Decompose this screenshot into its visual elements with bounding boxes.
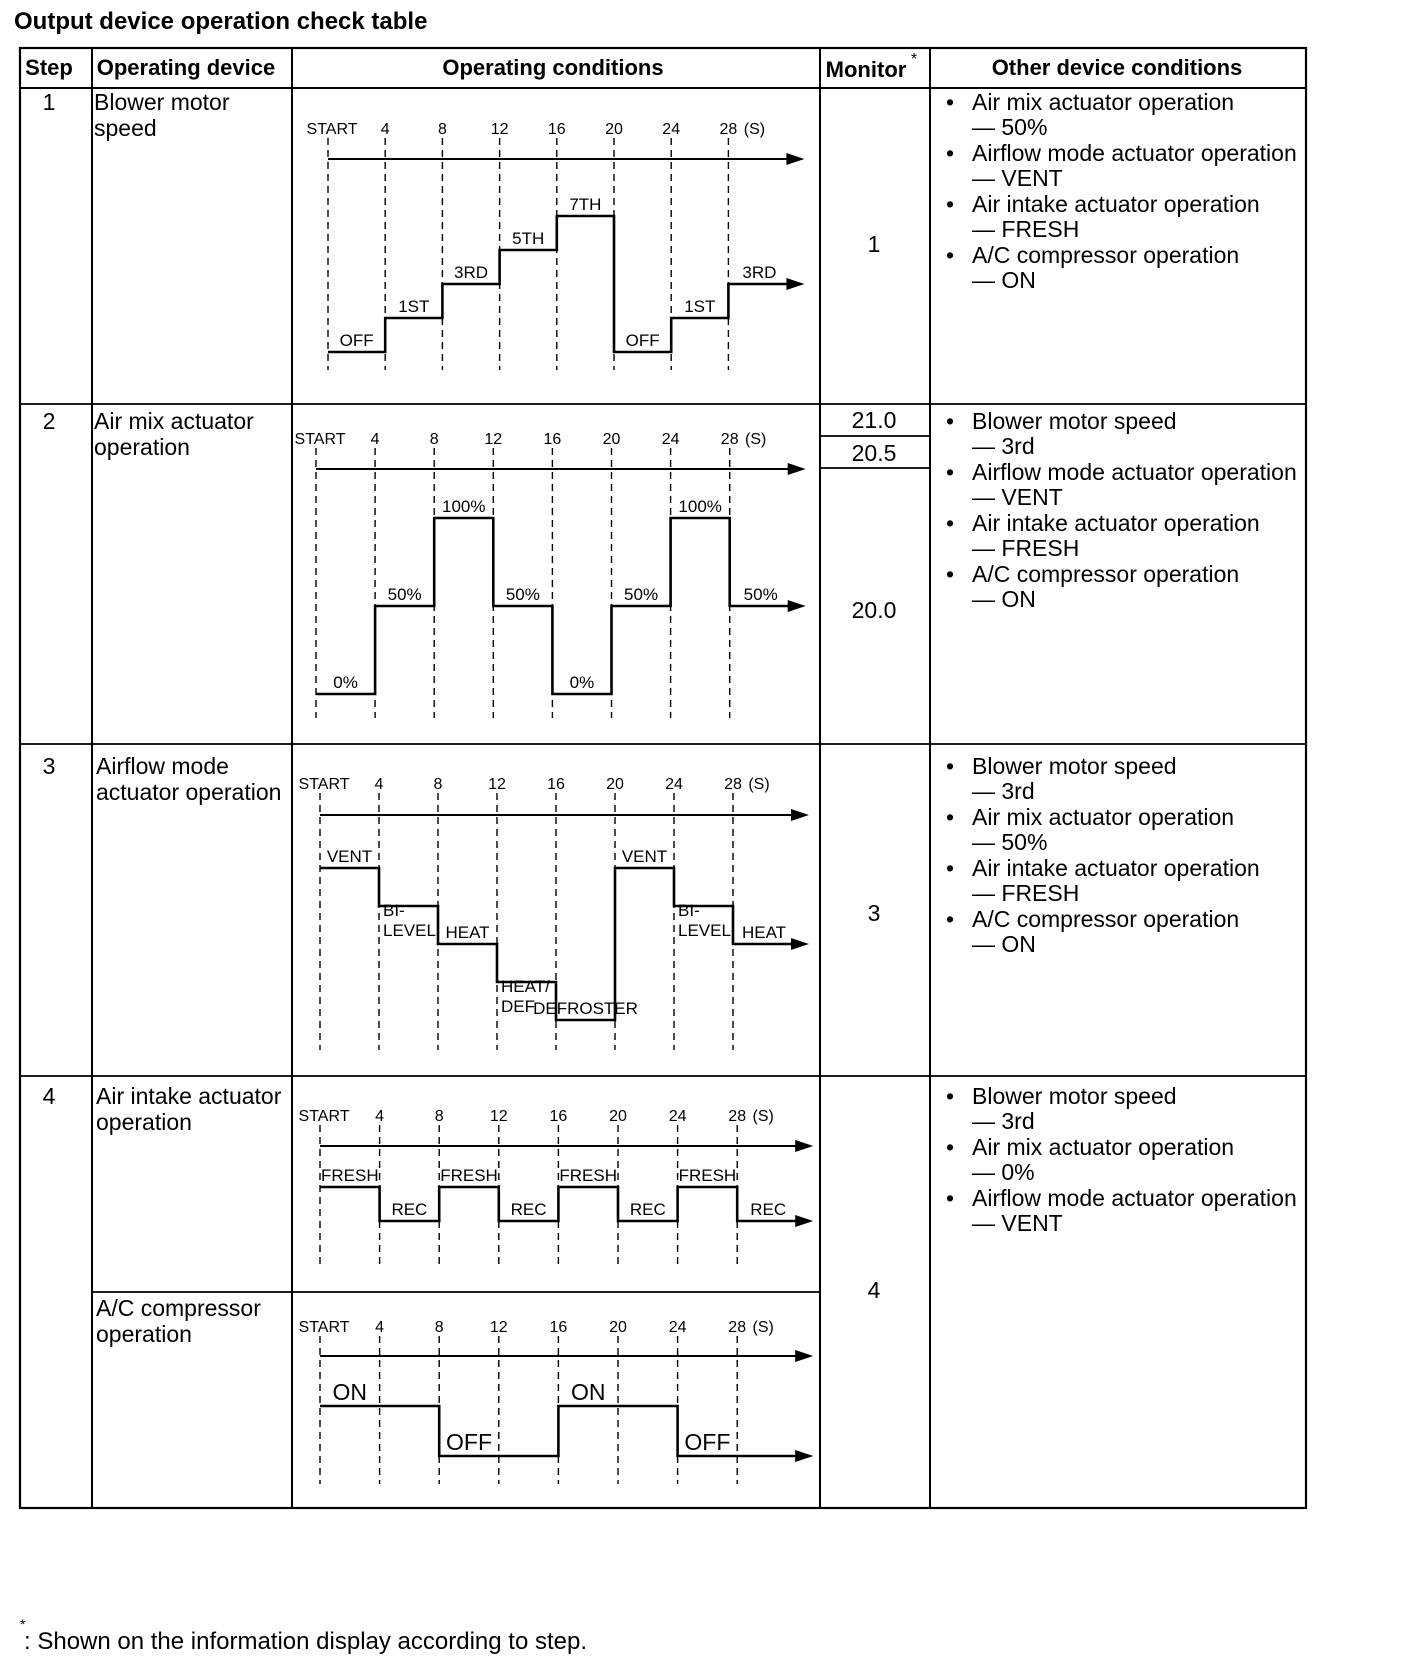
condition-value: — 50% (972, 829, 1048, 855)
waveform-level-label: 100% (678, 497, 722, 516)
condition-name: Air mix actuator operation (972, 89, 1235, 115)
condition-value: — 0% (972, 1159, 1035, 1185)
axis-tick-label: 12 (489, 1319, 508, 1336)
axis-tick-label: 8 (429, 431, 439, 448)
waveform-level-label: DEF (501, 997, 535, 1016)
waveform-level-label: 1ST (684, 297, 716, 316)
waveform-level-label: 1ST (398, 297, 430, 316)
header-monitor-mark: * (910, 51, 918, 68)
axis-tick-label: 24 (668, 1108, 687, 1125)
condition-value: — 50% (972, 114, 1048, 140)
condition-name: Air intake actuator operation (972, 191, 1260, 217)
monitor-value: 1 (867, 231, 881, 257)
axis-tick-label: 16 (549, 1319, 568, 1336)
condition-value: — 3rd (972, 1108, 1035, 1134)
waveform-level-label: 50% (387, 585, 422, 604)
waveform-level-label: FRESH (320, 1166, 379, 1185)
axis-unit-label: (S) (752, 1108, 774, 1125)
axis-tick-label: 24 (668, 1319, 687, 1336)
operating-device-label: operation (96, 1321, 192, 1347)
axis-unit-label: (S) (748, 776, 770, 793)
row-5-chart (299, 1319, 814, 1484)
operating-device-label: operation (94, 434, 190, 460)
axis-start-label: START (294, 431, 346, 448)
waveform-line (320, 868, 795, 1020)
step-number: 4 (42, 1083, 56, 1109)
waveform-level-label: HEAT (445, 923, 490, 942)
axis-unit-label: (S) (743, 121, 766, 138)
step-number: 3 (42, 753, 56, 779)
monitor-value: 4 (867, 1277, 881, 1303)
waveform-line (316, 518, 792, 694)
waveform-level-label: LEVEL (383, 921, 436, 940)
waveform-level-label: REC (510, 1200, 547, 1219)
page-title: Output device operation check table (14, 8, 428, 35)
axis-tick-label: 8 (434, 1319, 444, 1336)
axis-tick-label: 20 (609, 1319, 627, 1336)
condition-value: — ON (972, 586, 1036, 612)
operating-device-label: speed (94, 115, 157, 141)
axis-tick-label: 8 (433, 776, 443, 793)
condition-name: Air mix actuator operation (972, 804, 1235, 830)
waveform-level-label: LEVEL (678, 921, 731, 940)
condition-name: Air mix actuator operation (972, 1134, 1235, 1160)
condition-bullet: • (946, 906, 955, 932)
condition-value: — FRESH (972, 880, 1080, 906)
axis-tick-label: 24 (661, 431, 680, 448)
axis-tick-label: 28 (719, 121, 738, 138)
condition-name: Airflow mode actuator operation (972, 1185, 1297, 1211)
condition-name: Blower motor speed (972, 408, 1177, 434)
axis-tick-label: 28 (724, 776, 742, 793)
waveform-level-label: 50% (743, 585, 778, 604)
time-axis-arrowhead (795, 1140, 813, 1152)
waveform-level-label: FRESH (678, 1166, 737, 1185)
axis-start-label: START (298, 1319, 350, 1336)
operating-device-label: A/C compressor (96, 1295, 261, 1321)
waveform-level-label: 0% (569, 673, 595, 692)
axis-tick-label: 24 (665, 776, 683, 793)
waveform-arrowhead (786, 278, 804, 290)
condition-bullet: • (946, 510, 955, 536)
axis-tick-label: 4 (375, 1319, 385, 1336)
condition-bullet: • (946, 459, 955, 485)
monitor-value: 21.0 (851, 407, 897, 433)
condition-value: — VENT (972, 484, 1063, 510)
axis-tick-label: 20 (605, 121, 623, 138)
condition-name: Blower motor speed (972, 753, 1177, 779)
waveform-level-label: 50% (505, 585, 540, 604)
waveform-level-label: BI- (383, 901, 405, 920)
waveform-level-label: OFF (684, 1429, 731, 1455)
waveform-level-label: ON (332, 1379, 368, 1405)
waveform-level-label: 100% (442, 497, 486, 516)
waveform-arrowhead (795, 1450, 813, 1462)
axis-tick-label: 4 (380, 121, 390, 138)
monitor-value: 3 (867, 900, 881, 926)
axis-tick-label: 8 (437, 121, 447, 138)
operating-device-label: Blower motor (94, 89, 230, 115)
condition-value: — FRESH (972, 535, 1080, 561)
row-3-chart (299, 776, 809, 1050)
footnote-text: : Shown on the information display according to step. (24, 1628, 587, 1655)
axis-tick-label: 20 (609, 1108, 627, 1125)
condition-bullet: • (946, 804, 955, 830)
axis-tick-label: 12 (489, 1108, 508, 1125)
condition-bullet: • (946, 561, 955, 587)
waveform-level-label: 3RD (742, 263, 777, 282)
condition-name: Airflow mode actuator operation (972, 140, 1297, 166)
waveform-level-label: VENT (621, 847, 668, 866)
waveform-level-label: ON (570, 1379, 606, 1405)
condition-bullet: • (946, 140, 955, 166)
waveform-level-label: OFF (446, 1429, 492, 1455)
condition-name: Air intake actuator operation (972, 855, 1260, 881)
operating-device-label: operation (96, 1109, 192, 1135)
header-step: Step (25, 55, 73, 80)
condition-bullet: • (946, 1185, 955, 1211)
condition-bullet: • (946, 242, 955, 268)
condition-bullet: • (946, 855, 955, 881)
condition-name: Air intake actuator operation (972, 510, 1260, 536)
waveform-level-label: 50% (624, 585, 659, 604)
waveform-arrowhead (788, 600, 806, 612)
condition-name: Blower motor speed (972, 1083, 1177, 1109)
condition-bullet: • (946, 1134, 955, 1160)
axis-tick-label: 24 (662, 121, 681, 138)
condition-value: — FRESH (972, 216, 1080, 242)
condition-bullet: • (946, 753, 955, 779)
condition-bullet: • (946, 1083, 955, 1109)
condition-name: A/C compressor operation (972, 242, 1240, 268)
time-axis-arrowhead (786, 153, 804, 165)
row-1-chart (307, 121, 805, 370)
condition-value: — ON (972, 931, 1036, 957)
step-number: 2 (42, 408, 56, 434)
operating-device-label: actuator operation (96, 779, 282, 805)
waveform-level-label: REC (629, 1200, 666, 1219)
condition-name: A/C compressor operation (972, 561, 1240, 587)
header-other-device-conditions: Other device conditions (991, 55, 1243, 80)
condition-bullet: • (946, 89, 955, 115)
time-axis-arrowhead (791, 809, 809, 821)
waveform-arrowhead (795, 1215, 813, 1227)
axis-tick-label: 28 (720, 431, 739, 448)
axis-tick-label: 16 (547, 776, 565, 793)
waveform-level-label: FRESH (440, 1166, 498, 1185)
waveform-level-label: REC (391, 1200, 428, 1219)
axis-tick-label: 12 (490, 121, 509, 138)
footnote (20, 1616, 587, 1656)
condition-name: A/C compressor operation (972, 906, 1240, 932)
condition-value: — VENT (972, 165, 1063, 191)
waveform-level-label: VENT (326, 847, 373, 866)
waveform-level-label: DEFROSTER (533, 999, 638, 1018)
waveform-level-label: OFF (625, 331, 660, 350)
header-operating-device: Operating device (96, 55, 276, 80)
axis-tick-label: 16 (547, 121, 566, 138)
waveform-level-label: HEAT/ (501, 977, 550, 996)
axis-tick-label: 8 (434, 1108, 444, 1125)
waveform-line (328, 216, 790, 352)
operating-device-label: Air mix actuator (94, 408, 254, 434)
axis-tick-label: 16 (549, 1108, 568, 1125)
condition-value: — 3rd (972, 433, 1035, 459)
axis-tick-label: 20 (606, 776, 624, 793)
step-number: 1 (42, 89, 56, 115)
operating-device-label: Airflow mode (96, 753, 229, 779)
axis-start-label: START (298, 776, 350, 793)
waveform-level-label: 7TH (569, 195, 602, 214)
condition-value: — 3rd (972, 778, 1035, 804)
monitor-value: 20.5 (851, 440, 897, 466)
waveform-level-label: OFF (339, 331, 374, 350)
time-axis-arrowhead (788, 463, 806, 475)
time-axis-arrowhead (795, 1350, 813, 1362)
waveform-arrowhead (791, 938, 809, 950)
axis-tick-label: 12 (484, 431, 503, 448)
waveform-level-label: HEAT (741, 923, 787, 942)
monitor-value: 20.0 (851, 597, 897, 623)
waveform-level-label: 3RD (453, 263, 489, 282)
waveform-level-label: 0% (333, 673, 358, 692)
header-operating-conditions: Operating conditions (442, 55, 664, 80)
axis-unit-label: (S) (752, 1319, 774, 1336)
axis-unit-label: (S) (745, 431, 767, 448)
row-5 (96, 1295, 261, 1347)
condition-bullet: • (946, 191, 955, 217)
condition-name: Airflow mode actuator operation (972, 459, 1297, 485)
waveform-level-label: REC (750, 1200, 787, 1219)
waveform-level-label: 5TH (512, 229, 545, 248)
axis-tick-label: 4 (370, 431, 380, 448)
axis-tick-label: 16 (543, 431, 562, 448)
operating-device-label: Air intake actuator (96, 1083, 282, 1109)
condition-value: — VENT (972, 1210, 1063, 1236)
row-4-chart (299, 1108, 814, 1268)
axis-tick-label: 12 (488, 776, 506, 793)
axis-tick-label: 4 (375, 1108, 385, 1125)
waveform-level-label: FRESH (559, 1166, 618, 1185)
axis-start-label: START (298, 1108, 350, 1125)
footnote-mark: * (20, 1616, 26, 1632)
waveform-level-label: BI- (678, 901, 700, 920)
axis-tick-label: 28 (728, 1319, 747, 1336)
header-monitor: Monitor (825, 57, 907, 82)
axis-tick-label: 20 (602, 431, 621, 448)
condition-value: — ON (972, 267, 1036, 293)
condition-bullet: • (946, 408, 955, 434)
row-1 (43, 89, 1297, 293)
axis-start-label: START (306, 121, 358, 138)
axis-tick-label: 28 (728, 1108, 747, 1125)
row-2-chart (295, 431, 806, 718)
axis-tick-label: 4 (374, 776, 384, 793)
